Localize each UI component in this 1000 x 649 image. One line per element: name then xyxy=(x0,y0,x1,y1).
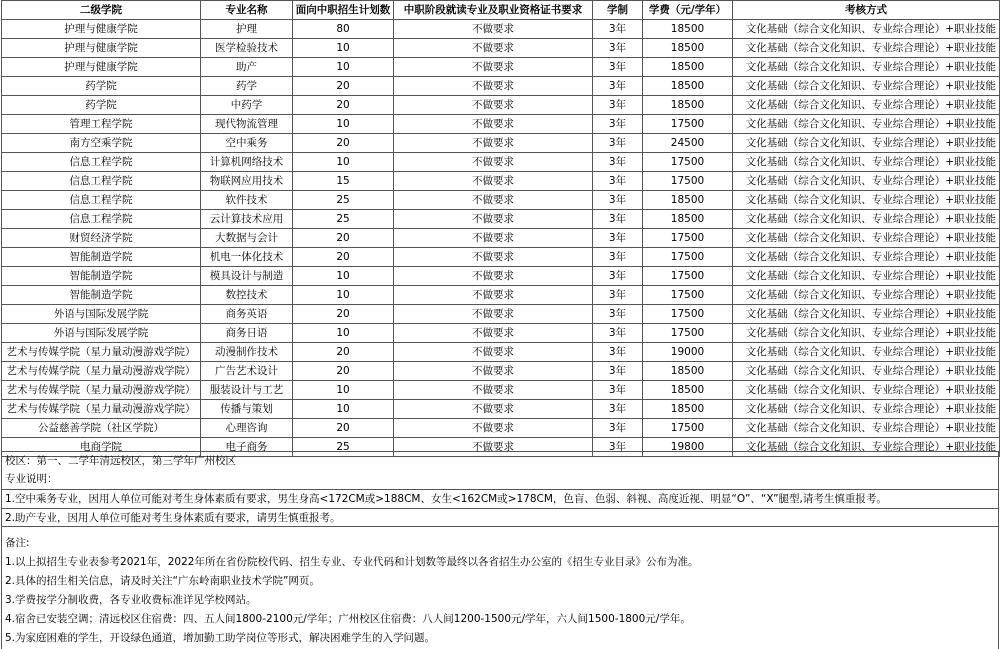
remarks-title: 备注: xyxy=(1,527,999,553)
exam-method-cell: 文化基础（综合文化知识、专业综合理论）+职业技能 xyxy=(733,210,1000,229)
tuition-cell: 18500 xyxy=(643,77,733,96)
table-row xyxy=(2,191,1000,210)
exam-method-cell: 文化基础（综合文化知识、专业综合理论）+职业技能 xyxy=(733,362,1000,381)
plan-count-cell: 25 xyxy=(293,438,394,457)
college-cell: 护理与健康学院 xyxy=(2,58,201,77)
plan-count-cell: 20 xyxy=(293,305,394,324)
table-header-row xyxy=(2,1,1000,20)
plan-count-cell: 20 xyxy=(293,362,394,381)
duration-cell: 3年 xyxy=(593,419,643,438)
requirement-cell: 不做要求 xyxy=(394,134,593,153)
college-cell: 药学院 xyxy=(2,96,201,115)
exam-method-cell: 文化基础（综合文化知识、专业综合理论）+职业技能 xyxy=(733,39,1000,58)
plan-count-cell: 10 xyxy=(293,324,394,343)
table-row xyxy=(2,305,1000,324)
duration-cell: 3年 xyxy=(593,438,643,457)
table-row xyxy=(2,381,1000,400)
header-exam-method: 考核方式 xyxy=(733,1,1000,20)
exam-method-cell: 文化基础（综合文化知识、专业综合理论）+职业技能 xyxy=(733,96,1000,115)
exam-method-cell: 文化基础（综合文化知识、专业综合理论）+职业技能 xyxy=(733,248,1000,267)
exam-method-cell: 文化基础（综合文化知识、专业综合理论）+职业技能 xyxy=(733,267,1000,286)
major-cell: 服装设计与工艺 xyxy=(201,381,293,400)
major-cell: 现代物流管理 xyxy=(201,115,293,134)
college-cell: 信息工程学院 xyxy=(2,210,201,229)
exam-method-cell: 文化基础（综合文化知识、专业综合理论）+职业技能 xyxy=(733,172,1000,191)
requirement-cell: 不做要求 xyxy=(394,305,593,324)
table-row xyxy=(2,343,1000,362)
remark-3: 3.学费按学分制收费，各专业收费标准详见学校网站。 xyxy=(1,591,999,610)
college-cell: 信息工程学院 xyxy=(2,172,201,191)
tuition-cell: 17500 xyxy=(643,286,733,305)
requirement-cell: 不做要求 xyxy=(394,267,593,286)
college-cell: 财贸经济学院 xyxy=(2,229,201,248)
exam-method-cell: 文化基础（综合文化知识、专业综合理论）+职业技能 xyxy=(733,324,1000,343)
tuition-cell: 18500 xyxy=(643,362,733,381)
header-plan-count: 面向中职招生计划数 xyxy=(293,1,394,20)
college-cell: 药学院 xyxy=(2,77,201,96)
tuition-cell: 17500 xyxy=(643,305,733,324)
tuition-cell: 17500 xyxy=(643,248,733,267)
college-cell: 电商学院 xyxy=(2,438,201,457)
tuition-cell: 18500 xyxy=(643,191,733,210)
remark-2: 2.具体的招生相关信息，请及时关注“广东岭南职业技术学院”网页。 xyxy=(1,572,999,591)
college-cell: 管理工程学院 xyxy=(2,115,201,134)
duration-cell: 3年 xyxy=(593,58,643,77)
exam-method-cell: 文化基础（综合文化知识、专业综合理论）+职业技能 xyxy=(733,77,1000,96)
duration-cell: 3年 xyxy=(593,229,643,248)
plan-count-cell: 20 xyxy=(293,419,394,438)
table-row xyxy=(2,39,1000,58)
remark-1: 1.以上拟招生专业表参考2021年，2022年所在省份院校代码、招生专业、专业代码和计划数等最终以各省招生办公室的《招生专业目录》公布为准。 xyxy=(1,553,999,572)
tuition-cell: 18500 xyxy=(643,210,733,229)
duration-cell: 3年 xyxy=(593,172,643,191)
exam-method-cell: 文化基础（综合文化知识、专业综合理论）+职业技能 xyxy=(733,419,1000,438)
exam-method-cell: 文化基础（综合文化知识、专业综合理论）+职业技能 xyxy=(733,229,1000,248)
tuition-cell: 18500 xyxy=(643,96,733,115)
tuition-cell: 18500 xyxy=(643,381,733,400)
duration-cell: 3年 xyxy=(593,134,643,153)
requirement-cell: 不做要求 xyxy=(394,419,593,438)
plan-count-cell: 10 xyxy=(293,400,394,419)
major-cell: 模具设计与制造 xyxy=(201,267,293,286)
major-notes-title: 专业说明： xyxy=(1,470,999,489)
major-cell: 广告艺术设计 xyxy=(201,362,293,381)
duration-cell: 3年 xyxy=(593,286,643,305)
college-cell: 南方空乘学院 xyxy=(2,134,201,153)
duration-cell: 3年 xyxy=(593,20,643,39)
tuition-cell: 18500 xyxy=(643,20,733,39)
requirement-cell: 不做要求 xyxy=(394,39,593,58)
exam-method-cell: 文化基础（综合文化知识、专业综合理论）+职业技能 xyxy=(733,438,1000,457)
plan-count-cell: 20 xyxy=(293,248,394,267)
duration-cell: 3年 xyxy=(593,39,643,58)
major-cell: 助产 xyxy=(201,58,293,77)
major-cell: 云计算技术应用 xyxy=(201,210,293,229)
major-cell: 动漫制作技术 xyxy=(201,343,293,362)
duration-cell: 3年 xyxy=(593,153,643,172)
major-cell: 大数据与会计 xyxy=(201,229,293,248)
major-cell: 商务日语 xyxy=(201,324,293,343)
requirement-cell: 不做要求 xyxy=(394,210,593,229)
duration-cell: 3年 xyxy=(593,191,643,210)
college-cell: 信息工程学院 xyxy=(2,191,201,210)
exam-method-cell: 文化基础（综合文化知识、专业综合理论）+职业技能 xyxy=(733,115,1000,134)
requirement-cell: 不做要求 xyxy=(394,172,593,191)
tuition-cell: 17500 xyxy=(643,267,733,286)
header-tuition: 学费（元/学年） xyxy=(643,1,733,20)
college-cell: 智能制造学院 xyxy=(2,286,201,305)
table-row xyxy=(2,172,1000,191)
header-requirement: 中职阶段就读专业及职业资格证书要求 xyxy=(394,1,593,20)
duration-cell: 3年 xyxy=(593,77,643,96)
tuition-cell: 24500 xyxy=(643,134,733,153)
plan-count-cell: 80 xyxy=(293,20,394,39)
requirement-cell: 不做要求 xyxy=(394,115,593,134)
tuition-cell: 18500 xyxy=(643,39,733,58)
major-cell: 中药学 xyxy=(201,96,293,115)
college-cell: 艺术与传媒学院（星力量动漫游戏学院） xyxy=(2,343,201,362)
plan-count-cell: 10 xyxy=(293,58,394,77)
plan-count-cell: 10 xyxy=(293,267,394,286)
college-cell: 护理与健康学院 xyxy=(2,20,201,39)
table-row xyxy=(2,419,1000,438)
requirement-cell: 不做要求 xyxy=(394,324,593,343)
major-note-1: 1.空中乘务专业，因用人单位可能对考生身体素质有要求，男生身高<172CM或>188CM、女生<162CM或>178CM，色盲、色弱、斜视、高度近视、明显“O”、“X”腿型,请考生慎重报考。 xyxy=(1,489,999,508)
remark-5: 5.为家庭困难的学生，开设绿色通道，增加勤工助学岗位等形式，解决困难学生的入学问题。 xyxy=(1,629,999,648)
exam-method-cell: 文化基础（综合文化知识、专业综合理论）+职业技能 xyxy=(733,58,1000,77)
plan-count-cell: 20 xyxy=(293,77,394,96)
exam-method-cell: 文化基础（综合文化知识、专业综合理论）+职业技能 xyxy=(733,134,1000,153)
remark-4: 4.宿舍已安装空调；清远校区住宿费：四、五人间1800-2100元/学年；广州校区住宿费：八人间1200-1500元/学年，六人间1500-1800元/学年。 xyxy=(1,610,999,629)
requirement-cell: 不做要求 xyxy=(394,229,593,248)
plan-count-cell: 10 xyxy=(293,286,394,305)
requirement-cell: 不做要求 xyxy=(394,381,593,400)
requirement-cell: 不做要求 xyxy=(394,400,593,419)
requirement-cell: 不做要求 xyxy=(394,362,593,381)
duration-cell: 3年 xyxy=(593,210,643,229)
requirement-cell: 不做要求 xyxy=(394,438,593,457)
college-cell: 信息工程学院 xyxy=(2,153,201,172)
table-row xyxy=(2,248,1000,267)
tuition-cell: 17500 xyxy=(643,115,733,134)
table-row xyxy=(2,286,1000,305)
duration-cell: 3年 xyxy=(593,248,643,267)
tuition-cell: 17500 xyxy=(643,419,733,438)
plan-count-cell: 25 xyxy=(293,210,394,229)
college-cell: 护理与健康学院 xyxy=(2,39,201,58)
campus-note: 校区：第一、二学年清远校区，第三学年广州校区 xyxy=(1,451,999,470)
exam-method-cell: 文化基础（综合文化知识、专业综合理论）+职业技能 xyxy=(733,20,1000,39)
exam-method-cell: 文化基础（综合文化知识、专业综合理论）+职业技能 xyxy=(733,381,1000,400)
requirement-cell: 不做要求 xyxy=(394,96,593,115)
college-cell: 智能制造学院 xyxy=(2,267,201,286)
requirement-cell: 不做要求 xyxy=(394,77,593,96)
tuition-cell: 18500 xyxy=(643,400,733,419)
table-row xyxy=(2,324,1000,343)
duration-cell: 3年 xyxy=(593,267,643,286)
table-row xyxy=(2,20,1000,39)
major-cell: 药学 xyxy=(201,77,293,96)
major-cell: 护理 xyxy=(201,20,293,39)
duration-cell: 3年 xyxy=(593,96,643,115)
duration-cell: 3年 xyxy=(593,115,643,134)
major-cell: 软件技术 xyxy=(201,191,293,210)
requirement-cell: 不做要求 xyxy=(394,191,593,210)
tuition-cell: 18500 xyxy=(643,58,733,77)
plan-count-cell: 10 xyxy=(293,115,394,134)
college-cell: 外语与国际发展学院 xyxy=(2,324,201,343)
major-cell: 数控技术 xyxy=(201,286,293,305)
tuition-cell: 17500 xyxy=(643,153,733,172)
plan-count-cell: 20 xyxy=(293,343,394,362)
major-cell: 电子商务 xyxy=(201,438,293,457)
table-row xyxy=(2,153,1000,172)
plan-count-cell: 15 xyxy=(293,172,394,191)
major-cell: 空中乘务 xyxy=(201,134,293,153)
major-cell: 传播与策划 xyxy=(201,400,293,419)
requirement-cell: 不做要求 xyxy=(394,248,593,267)
exam-method-cell: 文化基础（综合文化知识、专业综合理论）+职业技能 xyxy=(733,191,1000,210)
duration-cell: 3年 xyxy=(593,305,643,324)
plan-count-cell: 10 xyxy=(293,153,394,172)
table-body xyxy=(2,20,1000,457)
duration-cell: 3年 xyxy=(593,343,643,362)
table-row xyxy=(2,77,1000,96)
tuition-cell: 19800 xyxy=(643,438,733,457)
table-row xyxy=(2,115,1000,134)
plan-count-cell: 20 xyxy=(293,134,394,153)
requirement-cell: 不做要求 xyxy=(394,153,593,172)
duration-cell: 3年 xyxy=(593,400,643,419)
table-row xyxy=(2,134,1000,153)
table-row xyxy=(2,229,1000,248)
admission-plan-table xyxy=(1,0,1000,457)
header-major: 专业名称 xyxy=(201,1,293,20)
duration-cell: 3年 xyxy=(593,381,643,400)
header-duration: 学制 xyxy=(593,1,643,20)
college-cell: 艺术与传媒学院（星力量动漫游戏学院） xyxy=(2,400,201,419)
table-row xyxy=(2,267,1000,286)
tuition-cell: 17500 xyxy=(643,172,733,191)
plan-count-cell: 20 xyxy=(293,229,394,248)
duration-cell: 3年 xyxy=(593,362,643,381)
college-cell: 艺术与传媒学院（星力量动漫游戏学院） xyxy=(2,381,201,400)
major-cell: 计算机网络技术 xyxy=(201,153,293,172)
requirement-cell: 不做要求 xyxy=(394,286,593,305)
notes-section xyxy=(1,451,999,649)
duration-cell: 3年 xyxy=(593,324,643,343)
exam-method-cell: 文化基础（综合文化知识、专业综合理论）+职业技能 xyxy=(733,286,1000,305)
exam-method-cell: 文化基础（综合文化知识、专业综合理论）+职业技能 xyxy=(733,400,1000,419)
college-cell: 艺术与传媒学院（星力量动漫游戏学院） xyxy=(2,362,201,381)
table-row xyxy=(2,210,1000,229)
plan-count-cell: 10 xyxy=(293,381,394,400)
table-row xyxy=(2,400,1000,419)
exam-method-cell: 文化基础（综合文化知识、专业综合理论）+职业技能 xyxy=(733,343,1000,362)
requirement-cell: 不做要求 xyxy=(394,20,593,39)
requirement-cell: 不做要求 xyxy=(394,58,593,77)
major-cell: 商务英语 xyxy=(201,305,293,324)
table-row xyxy=(2,58,1000,77)
table-row xyxy=(2,96,1000,115)
college-cell: 公益慈善学院（社区学院） xyxy=(2,419,201,438)
exam-method-cell: 文化基础（综合文化知识、专业综合理论）+职业技能 xyxy=(733,305,1000,324)
tuition-cell: 17500 xyxy=(643,229,733,248)
exam-method-cell: 文化基础（综合文化知识、专业综合理论）+职业技能 xyxy=(733,153,1000,172)
college-cell: 智能制造学院 xyxy=(2,248,201,267)
plan-count-cell: 10 xyxy=(293,39,394,58)
plan-count-cell: 25 xyxy=(293,191,394,210)
table-row xyxy=(2,362,1000,381)
major-cell: 机电一体化技术 xyxy=(201,248,293,267)
tuition-cell: 17500 xyxy=(643,324,733,343)
major-cell: 心理咨询 xyxy=(201,419,293,438)
tuition-cell: 19000 xyxy=(643,343,733,362)
major-note-2: 2.助产专业，因用人单位可能对考生身体素质有要求，请男生慎重报考。 xyxy=(1,508,999,527)
header-college: 二级学院 xyxy=(2,1,201,20)
college-cell: 外语与国际发展学院 xyxy=(2,305,201,324)
major-cell: 医学检验技术 xyxy=(201,39,293,58)
plan-count-cell: 20 xyxy=(293,96,394,115)
requirement-cell: 不做要求 xyxy=(394,343,593,362)
major-cell: 物联网应用技术 xyxy=(201,172,293,191)
